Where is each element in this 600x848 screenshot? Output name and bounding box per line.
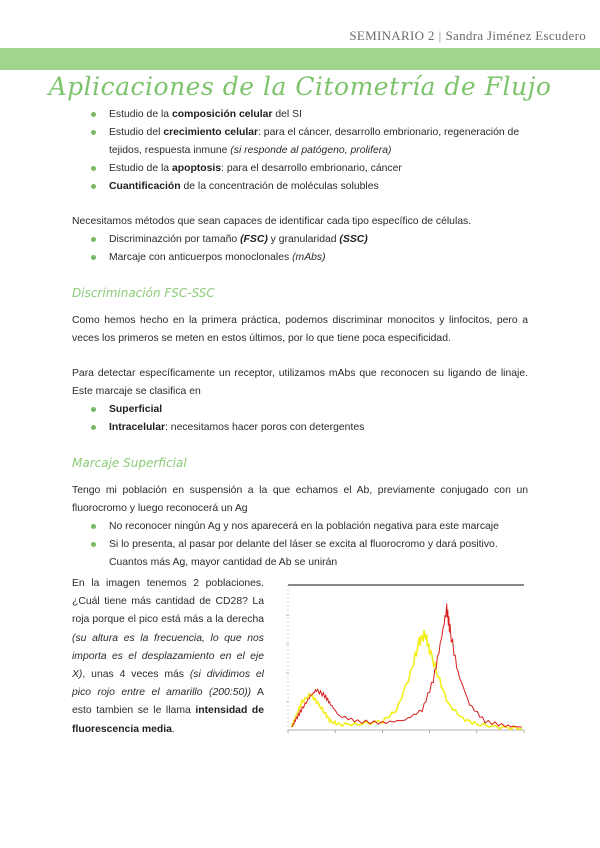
page-title: Aplicaciones de la Citometría de Flujo — [48, 72, 552, 101]
list-item: Superficial — [72, 401, 528, 419]
marcaje-types-list — [72, 401, 528, 437]
main-content — [72, 106, 528, 572]
bullet-icon — [91, 524, 96, 529]
list-item: Si lo presenta, al pasar por delante del láser se excita al fluorocromo y dará positivo. Cuantos más Ag, mayor cantidad de Ab se unirán — [72, 536, 528, 572]
section-heading-fsc-ssc: Discriminación FSC-SSC — [72, 286, 215, 300]
intro-list — [72, 106, 528, 196]
list-item: No reconocer ningún Ag y nos aparecerá en la población negativa para este marcaje — [72, 518, 528, 536]
bullet-icon — [91, 542, 96, 547]
receptor-paragraph: Para detectar específicamente un receptor, utilizamos mAbs que reconocen su ligando de linaje. Este marcaje se clasifica en — [72, 368, 528, 397]
bullet-icon — [91, 184, 96, 189]
bullet-icon — [91, 237, 96, 242]
list-item: Estudio de la composición celular del SI — [72, 106, 528, 124]
header-green-bar — [0, 48, 600, 70]
header-seminar: SEMINARIO 2 — [349, 28, 435, 43]
list-item: Intracelular: necesitamos hacer poros con detergentes — [72, 419, 528, 437]
list-item: Estudio del crecimiento celular: para el cáncer, desarrollo embrionario, regeneración de tejidos, respuesta inmune (si responde al patógeno, prolifera) — [72, 124, 528, 160]
header-separator: | — [438, 28, 442, 43]
bullet-icon — [91, 166, 96, 171]
marcaje-list — [72, 518, 528, 572]
list-item: Estudio de la apoptosis: para el desarrollo embrionario, cáncer — [72, 160, 528, 178]
flow-cytometry-histogram — [276, 575, 528, 745]
list-item: Marcaje con anticuerpos monoclonales (mAbs) — [72, 249, 528, 267]
page-header — [0, 0, 600, 70]
methods-paragraph: Necesitamos métodos que sean capaces de identificar cada tipo específico de células. — [72, 216, 472, 227]
yellow-histogram-series — [292, 630, 522, 729]
list-item: Cuantificación de la concentración de moléculas solubles — [72, 178, 528, 196]
section-heading-marcaje-superficial: Marcaje Superficial — [72, 456, 187, 470]
bullet-icon — [91, 407, 96, 412]
bullet-icon — [91, 425, 96, 430]
bullet-icon — [91, 255, 96, 260]
marcaje-paragraph: Tengo mi población en suspensión a la que echamos el Ab, previamente conjugado con un fluorocromo y luego reconocerá un Ag — [72, 485, 528, 514]
bullet-icon — [91, 130, 96, 135]
histogram-explanation: En la imagen tenemos 2 poblaciones. ¿Cuál tiene más cantidad de CD28? La roja porque el pico está más a la derecha (su altura es la frecuencia, lo que nos importa es el desplazamiento en el eje X), unas 4 veces más (si dividimos el pico rojo entre el amarillo (200:50)) A esto tambien se le llama intensidad de fluorescencia media. — [72, 578, 264, 735]
bullet-icon — [91, 112, 96, 117]
list-item: Discriminazción por tamaño (FSC) y granularidad (SSC) — [72, 231, 528, 249]
fsc-ssc-paragraph: Como hemos hecho en la primera práctica, podemos discriminar monocitos y linfocitos, pero a veces los primeros se meten en estos últimos, por lo que tiene poca especificidad. — [72, 315, 528, 344]
methods-list — [72, 231, 528, 267]
header-label — [349, 28, 586, 44]
histogram-section — [72, 575, 528, 745]
header-author: Sandra Jiménez Escudero — [445, 28, 586, 43]
red-histogram-series — [292, 604, 522, 728]
